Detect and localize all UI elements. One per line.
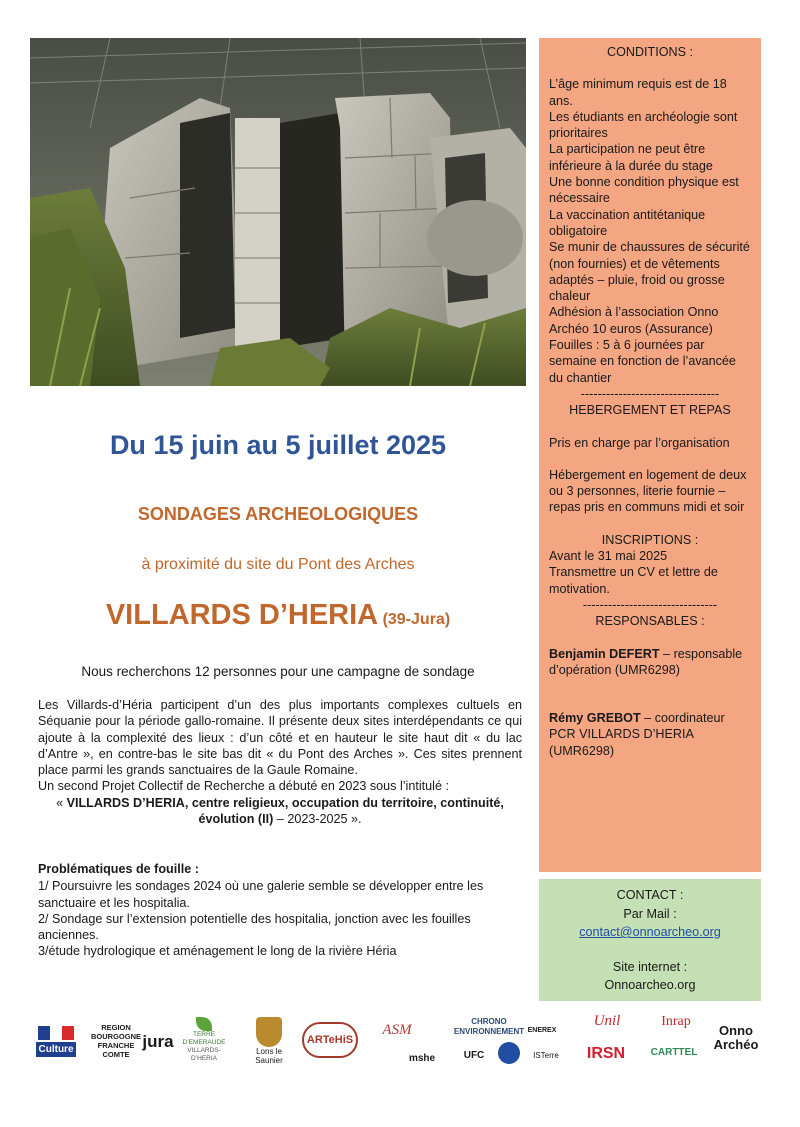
email-link[interactable]: contact@onnoarcheo.org <box>579 925 721 939</box>
chrono-logo <box>450 1012 528 1042</box>
region-logo <box>88 1018 144 1064</box>
separator: -------------------------------- <box>582 597 718 612</box>
region-text: BOURGOGNE <box>90 1032 141 1041</box>
prefet-logo <box>36 1016 76 1066</box>
istere-logo: ISTerre <box>533 1050 559 1060</box>
proximite-subheading: à proximité du site du Pont des Arches <box>141 556 415 573</box>
condition-item: Adhésion à l’association Onno Archéo 10 euros (Assurance) <box>549 305 719 336</box>
responsable-1 <box>549 646 751 679</box>
responsable-1-role: – responsable d’opération (UMR6298) <box>549 646 743 677</box>
condition-item: Une bonne condition physique est nécessaire <box>549 175 739 206</box>
villards-title: VILLARDS D’HERIA <box>105 599 379 631</box>
contact-title: CONTACT : <box>616 888 684 902</box>
sondages-heading: SONDAGES ARCHEOLOGIQUES <box>137 504 419 524</box>
problems-section <box>38 861 522 960</box>
condition-item: Fouilles : 5 à 6 journées par semaine en fonction de l’avancée du chantier <box>549 338 736 385</box>
cnrs-icon <box>498 1042 520 1064</box>
intro-pcr-line: Un second Projet Collectif de Recherche a débuté en 2023 sous l’intitulé : <box>38 779 449 794</box>
problem-item: 1/ Poursuivre les sondages 2024 où une galerie semble se développer entre les sanctuaire et les hospitalia. <box>38 879 484 910</box>
inrap-logo: Inrap <box>661 1014 691 1029</box>
onno-archeo-logo <box>708 1018 764 1058</box>
terre-emeraude-logo <box>180 1010 228 1070</box>
condition-item: La vaccination antitétanique obligatoire <box>549 207 706 238</box>
chrono-label: ENVIRONNEMENT <box>453 1027 525 1036</box>
region-text: REGION <box>101 1023 131 1032</box>
villards-label: VILLARDS-D’HERIA <box>187 1047 221 1062</box>
condition-item: L’âge minimum requis est de 18 ans. <box>549 77 727 108</box>
terre-label: TERRE D’EMERAUDE <box>182 1031 226 1046</box>
region-text: COMTE <box>102 1050 130 1059</box>
jura-logo: jura <box>142 1032 174 1051</box>
villards-heading <box>30 599 526 632</box>
hebergement-text: Pris en charge par l’organisation <box>549 435 730 450</box>
conditions-title: CONDITIONS : <box>606 45 694 59</box>
condition-item: Se munir de chaussures de sécurité (non fournies) et de vêtements adaptés – pluie, froid ou grosse chaleur <box>549 240 750 304</box>
pcr-title <box>38 795 522 828</box>
condition-item: La participation ne peut être inférieure à la durée du stage <box>549 142 713 173</box>
site-label: Site internet : <box>612 959 688 974</box>
msh-logo: mshe <box>408 1052 436 1064</box>
pcr-title-bold: VILLARDS D’HERIA, centre religieux, occupation du territoire, continuité, évolution (II) <box>66 795 504 827</box>
lons-label: Lons le Saunier <box>255 1047 283 1065</box>
leaf-icon <box>196 1017 212 1031</box>
problems-title: Problématiques de fouille : <box>38 862 199 876</box>
condition-item: Les étudiants en archéologie sont prioritaires <box>549 109 738 141</box>
contact-box <box>539 879 761 1001</box>
conditions-sidebar <box>539 38 761 872</box>
lons-logo <box>244 1012 294 1070</box>
marianne-flag-icon <box>38 1026 74 1040</box>
carttel-logo: CARTTEL <box>650 1046 698 1058</box>
problem-item: 3/étude hydrologique et aménagement le long de la rivière Héria <box>38 944 397 959</box>
responsable-1-name: Benjamin DEFERT <box>549 646 660 661</box>
conditions-list <box>549 76 751 386</box>
archaeological-site-photo <box>30 38 526 386</box>
responsable-2 <box>549 710 751 759</box>
irsn-logo: IRSN <box>586 1045 626 1062</box>
website-link[interactable]: Onnoarcheo.org <box>604 978 696 992</box>
chrono-label: CHRONO <box>471 1017 507 1026</box>
intro-text <box>38 697 522 827</box>
quote-open: « <box>56 795 67 810</box>
hebergement-text: Hébergement en logement de deux ou 3 personnes, literie fournie – repas pris en communs midi et soir <box>549 467 747 515</box>
region-text: FRANCHE <box>97 1041 135 1050</box>
quote-end: – 2023-2025 ». <box>273 812 362 827</box>
coat-of-arms-icon <box>256 1017 282 1047</box>
culture-label: Culture <box>36 1042 76 1057</box>
unil-logo: Unil <box>593 1012 621 1029</box>
partner-logos <box>30 1008 770 1074</box>
artehis-logo: ARTeHiS <box>302 1022 358 1058</box>
responsable-2-role: – coordinateur PCR VILLARDS D’HERIA (UMR6298) <box>549 711 725 758</box>
onno-label: Archéo <box>713 1037 759 1052</box>
inscriptions-title: INSCRIPTIONS : <box>601 532 699 547</box>
intro-paragraph: Les Villards-d’Héria participent d’un des plus importants complexes cultuels en Séquanie pour la période gallo-romaine. Il présente deux sites interdépendants ce qui ajoute à la complexité des lieux : d’un côté et en hauteur le site haut dit « du lac d’Antre », en contre-bas le site bas dit « du Pont des Arches ». Ces sites prennent place parmi les grands sanctuaires de la Gaule Romaine. <box>38 698 522 778</box>
dept-label: (39-Jura) <box>382 611 451 628</box>
inscriptions-text: Transmettre un CV et lettre de motivation. <box>549 565 718 596</box>
responsables-title: RESPONSABLES : <box>595 614 705 629</box>
enerex-logo: ENEREX <box>527 1026 557 1034</box>
mail-label: Par Mail : <box>623 906 677 921</box>
recruitment-line: Nous recherchons 12 personnes pour une campagne de sondage <box>81 664 475 679</box>
inscriptions-deadline: Avant le 31 mai 2025 <box>549 549 668 564</box>
asm-logo: ASM <box>382 1021 412 1038</box>
dates-heading: Du 15 juin au 5 juillet 2025 <box>109 430 447 460</box>
ufc-logo: UFC <box>463 1049 485 1061</box>
onno-label: Onno <box>719 1023 753 1038</box>
separator: --------------------------------- <box>580 386 720 401</box>
problem-item: 2/ Sondage sur l’extension potentielle des hospitalia, jonction avec les fouilles anciennes. <box>38 911 471 943</box>
responsable-2-name: Rémy GREBOT <box>549 711 641 726</box>
hebergement-title: HEBERGEMENT ET REPAS <box>569 403 731 418</box>
